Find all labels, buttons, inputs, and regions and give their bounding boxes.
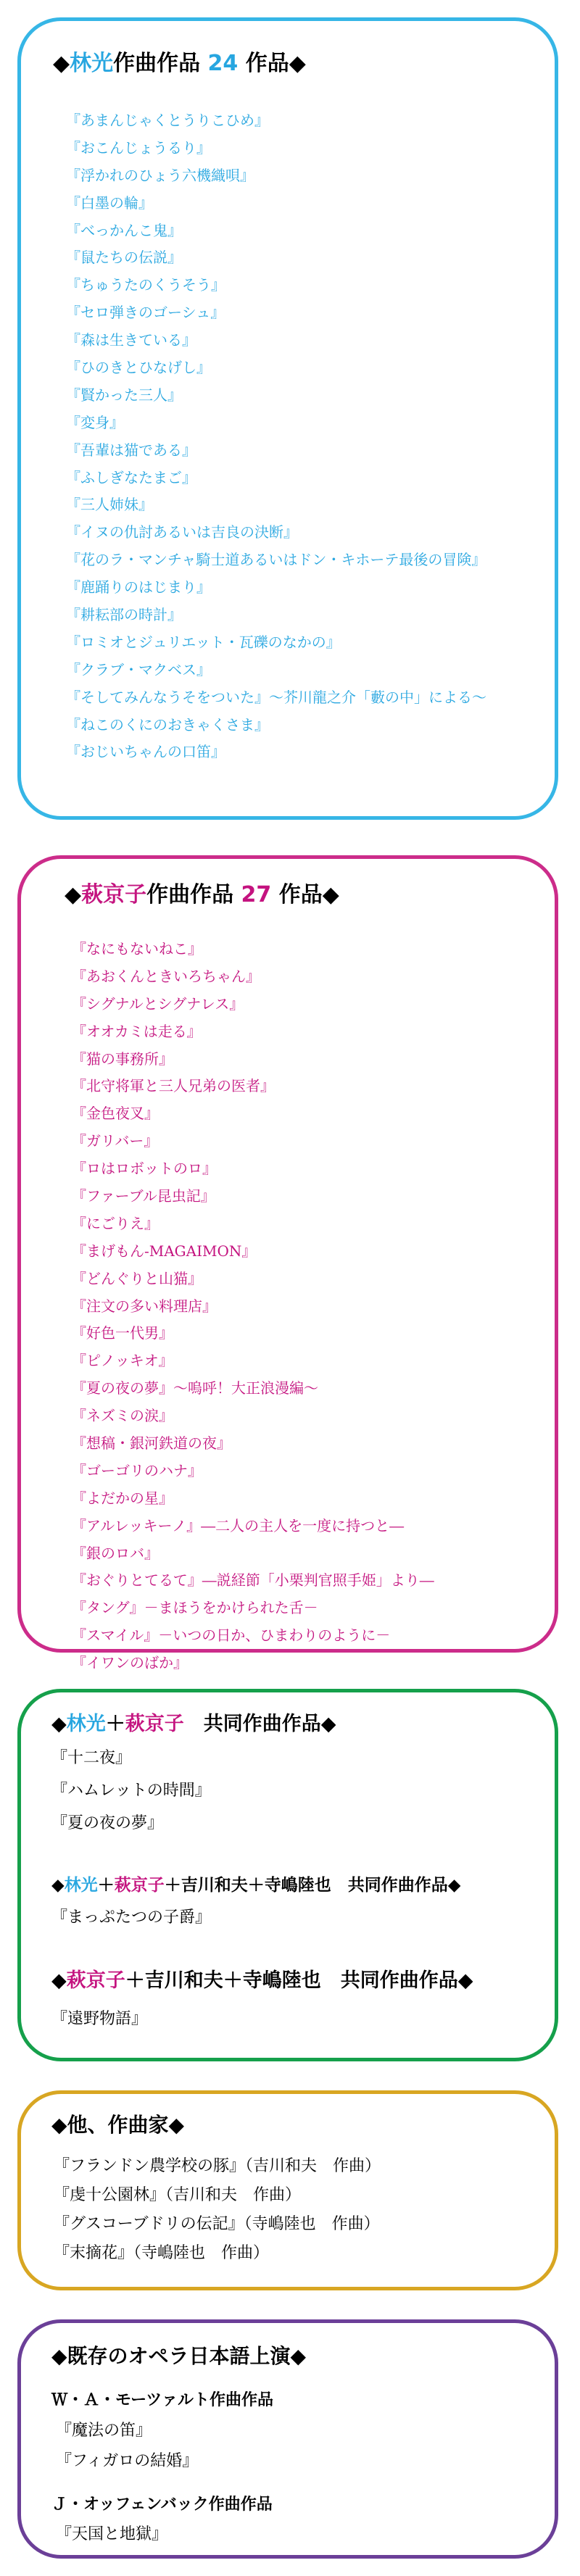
other-composers-heading: ◆他、作曲家◆ — [51, 2113, 185, 2137]
list-item: 『魔法の笛』 — [56, 2422, 152, 2440]
list-item: 『フランドン農学校の豚』（吉川和夫 作曲） — [54, 2157, 381, 2175]
joint-group3-heading — [51, 1971, 473, 1990]
list-item: 『スマイル』－いつの日か、ひまわりのように－ — [72, 1626, 391, 1645]
heading-prefix: ◆ — [53, 51, 70, 76]
work-count: 24 — [207, 51, 239, 76]
joint-group2-heading — [51, 1877, 460, 1894]
list-item: 『まげもん-MAGAIMON』 — [72, 1242, 257, 1260]
composer-name: 林光 — [64, 1876, 98, 1895]
hagi-works-list — [72, 942, 434, 1683]
list-item: 『三人姉妹』 — [66, 496, 153, 514]
list-item: 『ピノッキオ』 — [72, 1352, 173, 1370]
list-item: 『にごりえ』 — [72, 1214, 159, 1232]
composer-name: 萩京子 — [125, 1713, 184, 1735]
other-composers-box — [17, 2090, 558, 2290]
list-item: 『あまんじゃくとうりこひめ』 — [66, 112, 269, 129]
list-item: 『夏の夜の夢』 — [51, 1814, 164, 1832]
list-item: 『クラブ・マクベス』 — [66, 660, 211, 678]
heading-prefix: ◆ — [51, 1713, 67, 1735]
list-item: 『あおくんときいろちゃん』 — [72, 967, 260, 985]
list-item: 『夏の夜の夢』～嗚呼！大正浪漫編～ — [72, 1379, 318, 1397]
list-item: 『ちゅうたのくうそう』 — [66, 276, 225, 294]
list-item: 『末摘花』（寺嶋陸也 作曲） — [54, 2244, 270, 2262]
hayashi-works-box — [17, 17, 558, 820]
heading-suffix: 共同作曲作品◆ — [183, 1713, 336, 1735]
list-item: 『ゴーゴリのハナ』 — [72, 1461, 202, 1479]
list-item: 『銀のロバ』 — [72, 1544, 159, 1562]
hagi-works-box — [17, 855, 558, 1672]
joint-works-box — [17, 1689, 558, 2061]
list-item: 『そしてみんなうそをついた』～芥川龍之介「藪の中」による～ — [66, 688, 486, 706]
list-item: 『セロ弾きのゴーシュ』 — [66, 304, 225, 322]
composer-name: 萩京子 — [66, 1969, 125, 1992]
list-item: 『変身』 — [66, 413, 124, 431]
list-item: 『べっかんこ鬼』 — [66, 221, 182, 239]
list-item: 『タング』－まほうをかけられた舌－ — [72, 1599, 318, 1617]
plus-sign: ＋ — [105, 1713, 125, 1735]
list-item: 『好色一代男』 — [72, 1324, 173, 1342]
heading-prefix: ◆ — [65, 882, 82, 907]
list-item: 『ふしぎなたまご』 — [66, 468, 196, 486]
list-item: 『なにもないねこ』 — [72, 940, 202, 957]
hagi-works-heading — [65, 884, 339, 906]
heading-suffix: ＋吉川和夫＋寺嶋陸也 共同作曲作品◆ — [164, 1876, 461, 1895]
hayashi-works-heading — [53, 53, 306, 75]
list-item: 『森は生きている』 — [66, 331, 196, 349]
list-item: 『金色夜叉』 — [72, 1105, 159, 1123]
composer-name: 萩京子 — [81, 882, 147, 907]
list-item: 『ロはロボットのロ』 — [72, 1160, 217, 1178]
list-item: 『フィガロの結婚』 — [56, 2452, 199, 2470]
hayashi-works-list — [66, 113, 486, 772]
other-composers-list — [54, 2159, 381, 2274]
heading-text: 作曲作品 — [146, 882, 241, 907]
list-item: 『花のラ・マンチャ騎士道あるいはドン・キホーテ最後の冒険』 — [66, 551, 486, 569]
composer-name: 林光 — [70, 51, 114, 76]
list-item: 『ロミオとジュリエット・瓦礫のなかの』 — [66, 633, 341, 651]
list-item: 『まっぷたつの子爵』 — [51, 1908, 212, 1927]
list-item: 『グスコーブドリの伝記』（寺嶋陸也 作曲） — [54, 2215, 380, 2233]
list-item: 『天国と地獄』 — [56, 2525, 168, 2543]
list-item: 『よだかの星』 — [72, 1489, 173, 1507]
list-item: 『おぐりとてるて』―説経節「小栗判官照手姫」より― — [72, 1571, 434, 1590]
list-item: 『ハムレットの時間』 — [51, 1782, 211, 1800]
composer-name: 林光 — [66, 1713, 106, 1735]
list-item: 『鼠たちの伝説』 — [66, 249, 182, 267]
list-item: 『虔十公園林』（吉川和夫 作曲） — [54, 2186, 302, 2204]
heading-suffix: 作品◆ — [271, 882, 339, 907]
list-item: 『想稿・銀河鉄道の夜』 — [72, 1434, 231, 1453]
list-item: 『イワンのばか』 — [72, 1654, 188, 1672]
list-item: 『遠野物語』 — [51, 2010, 148, 2028]
list-item: 『ファーブル昆虫記』 — [72, 1187, 215, 1205]
list-item: 『十二夜』 — [51, 1749, 132, 1767]
heading-prefix: ◆ — [51, 1969, 67, 1992]
list-item: 『耕耘部の時計』 — [66, 606, 182, 624]
heading-suffix: ＋吉川和夫＋寺嶋陸也 共同作曲作品◆ — [125, 1969, 473, 1992]
list-item: 『アルレッキーノ』―二人の主人を一度に持つと― — [72, 1516, 405, 1534]
list-item: 『猫の事務所』 — [72, 1050, 173, 1068]
list-item: 『おじいちゃんの口笛』 — [66, 743, 225, 761]
list-item: 『おこんじょうるり』 — [66, 138, 211, 157]
list-item: 『ねこのくにのおきゃくさま』 — [66, 715, 269, 734]
existing-operas-heading: ◆既存のオペラ日本語上演◆ — [51, 2344, 307, 2368]
list-item: 『どんぐりと山猫』 — [72, 1269, 202, 1287]
heading-prefix: ◆ — [51, 1876, 65, 1895]
list-item: 『シグナルとシグナレス』 — [72, 994, 244, 1013]
plus-sign: ＋ — [97, 1876, 115, 1895]
composer-subheading: Ｗ・Ａ・モーツァルト作曲作品 — [51, 2391, 274, 2409]
existing-operas-box — [17, 2319, 558, 2559]
composer-subheading: Ｊ・オッフェンバック作曲作品 — [51, 2496, 273, 2514]
work-count: 27 — [241, 882, 272, 907]
list-item: 『白墨の輪』 — [66, 194, 153, 212]
list-item: 『鹿踊りのはじまり』 — [66, 578, 211, 597]
list-item: 『ネズミの涙』 — [72, 1407, 173, 1425]
heading-suffix: 作品◆ — [238, 51, 306, 76]
list-item: 『北守将軍と三人兄弟の医者』 — [72, 1077, 275, 1095]
heading-text: 作曲作品 — [113, 51, 208, 76]
list-item: 『ガリバー』 — [72, 1132, 159, 1150]
joint-group1-heading — [51, 1714, 336, 1734]
list-item: 『オオカミは走る』 — [72, 1022, 202, 1040]
list-item: 『イヌの仇討あるいは吉良の決断』 — [66, 523, 298, 541]
list-item: 『吾輩は猫である』 — [66, 441, 196, 459]
list-item: 『ひのきとひなげし』 — [66, 359, 211, 377]
composer-name: 萩京子 — [114, 1876, 165, 1895]
list-item: 『賢かった三人』 — [66, 386, 182, 404]
list-item: 『注文の多い料理店』 — [72, 1297, 217, 1315]
list-item: 『浮かれのひょう六機織唄』 — [66, 166, 254, 184]
